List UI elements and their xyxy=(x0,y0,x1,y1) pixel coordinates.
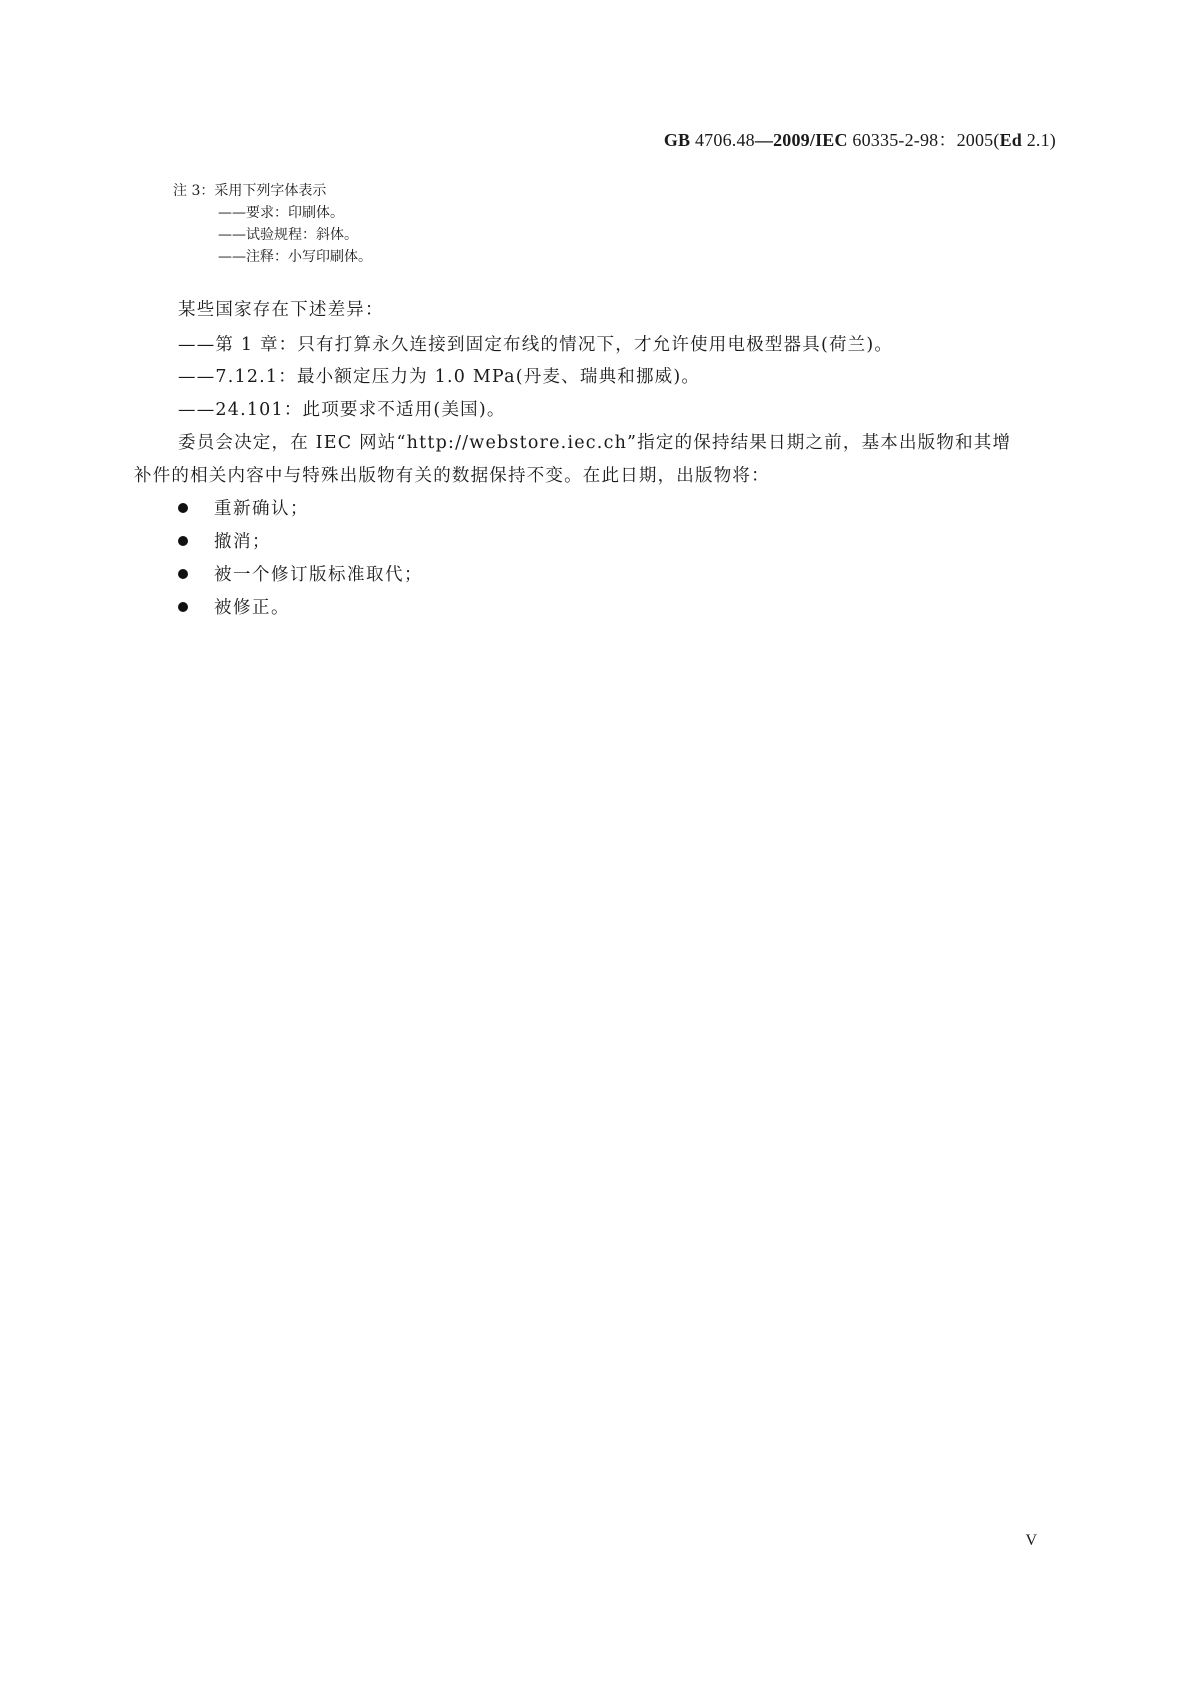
list-item-label: 重新确认； xyxy=(214,499,309,519)
note-item-notes: ——注释：小写印刷体。 xyxy=(218,249,372,265)
header-iec-prefix: —2009/IEC xyxy=(754,130,853,150)
header-edition-number: 2.1) xyxy=(1026,130,1056,150)
header-edition-label: Ed xyxy=(999,130,1027,150)
header-standard-number: 4706.48 xyxy=(694,130,755,150)
list-item xyxy=(178,594,290,619)
bullet-icon xyxy=(178,536,188,546)
header-standard-code: GB xyxy=(663,130,695,150)
list-item xyxy=(178,528,271,553)
note-3 xyxy=(173,180,372,268)
difference-item: ——第 1 章：只有打算永久连接到固定布线的情况下，才允许使用电极型器具(荷兰)。 xyxy=(178,335,894,355)
differences-intro: 某些国家存在下述差异： xyxy=(178,300,384,320)
committee-paragraph-line-1: 委员会决定，在 IEC 网站“http://webstore.iec.ch”指定的保持结果日期之前，基本出版物和其增 xyxy=(178,433,1012,453)
header-iec-number: 60335-2-98：2005( xyxy=(852,130,1000,150)
bullet-icon xyxy=(178,569,188,579)
list-item-label: 被一个修订版标准取代； xyxy=(214,565,423,585)
list-item xyxy=(178,495,309,520)
bullet-icon xyxy=(178,602,188,612)
bullet-icon xyxy=(178,503,188,513)
page-number: V xyxy=(1025,1532,1037,1549)
difference-item: ——24.101：此项要求不适用(美国)。 xyxy=(178,400,506,420)
note-item-test-specs: ——试验规程：斜体。 xyxy=(218,227,358,243)
list-item-label: 撤消； xyxy=(214,532,271,552)
difference-item: ——7.12.1：最小额定压力为 1.0 MPa(丹麦、瑞典和挪威)。 xyxy=(178,367,701,387)
committee-paragraph-line-2: 补件的相关内容中与特殊出版物有关的数据保持不变。在此日期，出版物将： xyxy=(134,466,770,486)
list-item-label: 被修正。 xyxy=(214,598,290,618)
note-title: 注 3：采用下列字体表示 xyxy=(173,183,327,199)
note-item-requirements: ——要求：印刷体。 xyxy=(218,205,344,221)
document-header xyxy=(664,126,1056,152)
list-item xyxy=(178,561,423,586)
